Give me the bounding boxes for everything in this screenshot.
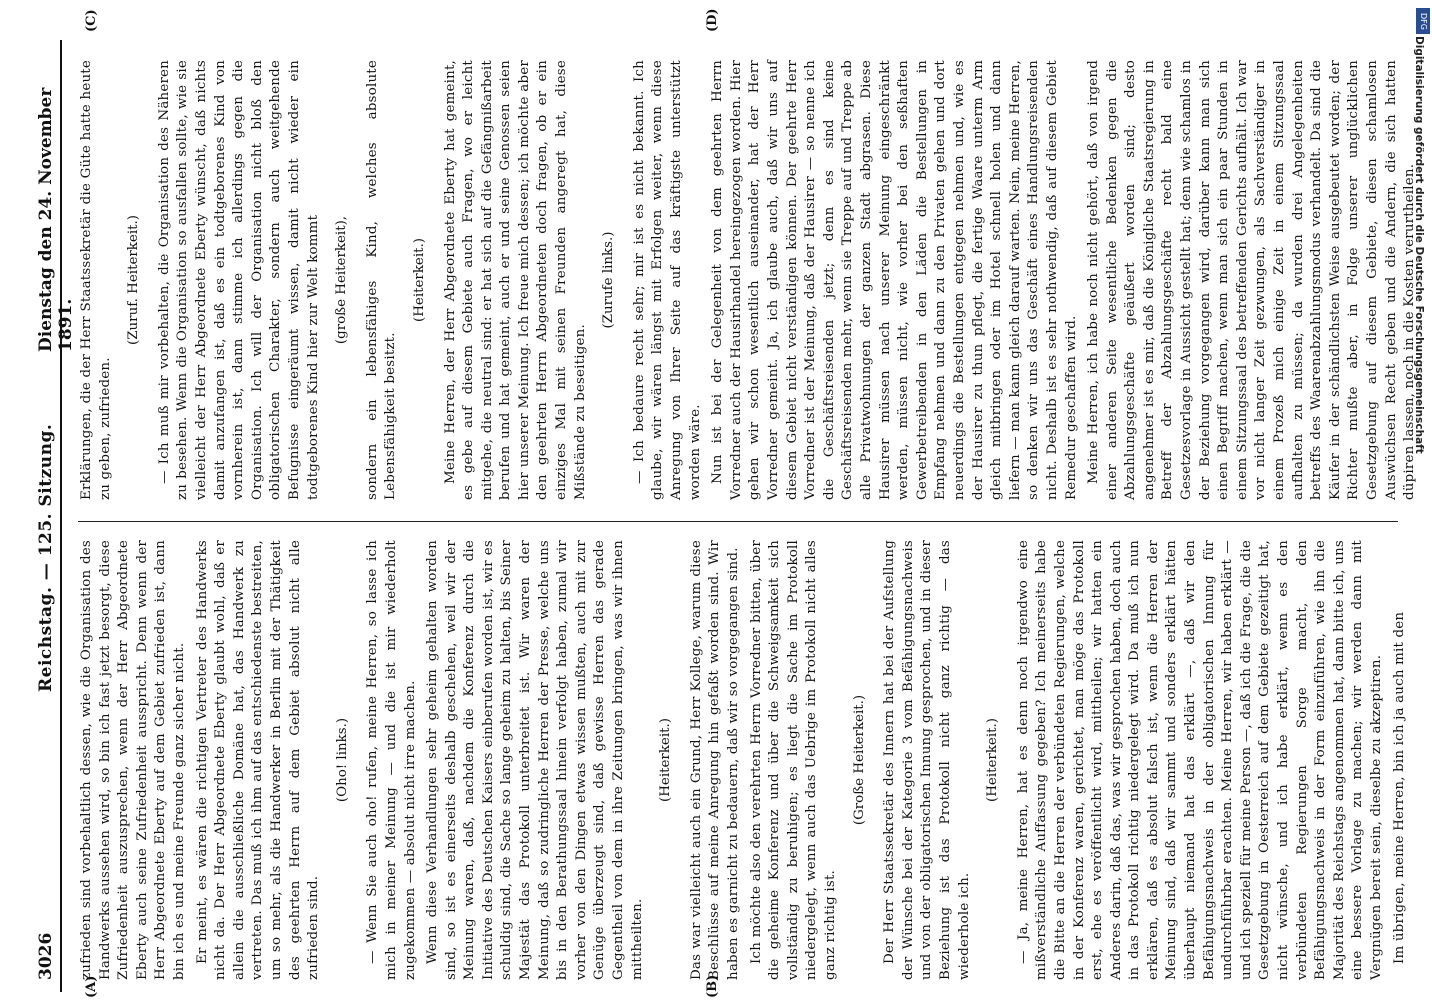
paragraph: Er meint, es wären die richtigen Vertreter des Handwerks nicht da. Der Herr Abgeordnete Eberty glaubt wohl, daß er allein die ausschließliche Domäne hat, das Handwerk zu vertreten. Das muß ich ihm auf das entschiedenste bestreiten, um so mehr, als die Handwerker in Berlin mit der Thätigkeit des geehrten Herrn auf dem Gebiet absolut nicht alle zufrieden sind. [194, 540, 322, 980]
paragraph: Der Herr Staatssekretär des Innern hat bei der Aufstellung der Wünsche bei der Kategorie 3 vom Befähigungsnachweis und von der obligatorischen Innung gesprochen, und in dieser Beziehung ist das Protokoll nicht ganz richtig — das wiederhole ich. [882, 540, 972, 980]
reaction-note: (Heiterkeit.) [411, 238, 427, 322]
paragraph: Erklärungen, die der Herr Staatssekretär die Güte hatte heute zu geben, zufrieden. [79, 60, 113, 500]
paragraph: Im übrigen, meine Herren, bin ich ja auch mit den [1391, 611, 1407, 964]
paragraph: Meine Herren, der Herr Abgeordnete Eberty hat gemeint, es gebe auf diesem Gebiete auch Fragen, wo er leicht mitgehe, die neutral sind: er hat sich auf die Gefängnißarbeit berufen und hat gemeint, auch er und seine Genossen seien hier unserer Meinung. Ich freue mich dessen; ich möchte aber den geehrten Herrn Abgeordneten doch fragen, ob er ein einziges Mal mit seinen Freunden angeregt hat, diese Mißstände zu beseitigen. [442, 60, 588, 500]
dfg-logo [1416, 8, 1430, 34]
margin-mark-a: (A) [84, 975, 99, 998]
paragraph: Meine Herren, ich habe noch nicht gehört, daß von irgend einer anderen Seite wesentliche Bedenken gegen die Abzahlungsgeschäfte geäußert worden sind; desto angenehmer ist es mir, daß die Königliche Staatsregierung in Betreff der Abzahlungsgeschäfte recht bald eine Gesetzesvorlage in Aussicht gestellt hat; denn wie schamlos in der Beziehung vorgegangen wird, darüber kann man sich einen Begriff machen, wenn man sich ein paar Stunden in einem Sitzungssaal des betreffenden Gerichts aufhält. Ich war vor nicht langer Zeit gezwungen, als Sachverständiger in einem Prozeß mich einige Zeit in einem Sitzungssaal aufhalten zu müssen; da wurden drei Angelegenheiten betreffs des Waarenabzahlungsmodus verhandelt. Da sind die Käufer in der schändlichsten Weise ausgebeutet worden; der Richter mußte aber, in Folge unserer unglücklichen Gesetzgebung auf diesem Gebiete, diesen schamlosen Auswüchsen Recht geben und die Andern, die sich hatten düpiren lassen, noch in die Kosten verurtheilen. [1086, 60, 1418, 500]
column-divider [78, 521, 1398, 522]
paragraph: Das war vielleicht auch ein Grund, Herr Kollege, warum diese Beschlüsse auf meine Anregung hin gefaßt worden sind. Wir haben es garnicht zu bedauern, daß wir so vorgegangen sind. [688, 540, 741, 980]
session-title: Reichstag. — 125. Sitzung. [36, 423, 56, 692]
page-header [28, 40, 76, 992]
paragraph: zufrieden sind vorbehaltlich dessen, wie die Organisation des Handwerks aussehen wird, so bin ich fast jetzt besorgt, diese Zufriedenheit auszusprechen, wenn der Herr Abgeordnete Eberty auch seine Zufriedenheit ausspricht. Denn wenn der Herr Abgeordnete Eberty auf dem Gebiet zufrieden ist, dann bin ich es und meine Freunde ganz sicher nicht. [79, 540, 187, 980]
margin-mark-b: (B) [705, 974, 720, 998]
left-text-column [78, 540, 1408, 980]
session-date: Dienstag den 24. November 1891. [36, 87, 76, 352]
paragraph: — Ja, meine Herren, hat es denn noch irgendwo eine mißverständliche Auffassung gegeben? Ich meinerseits habe die Bitte an die Herren der verbündeten Regierungen, welche in der Konferenz waren, gerichtet, man möge das Protokoll erst, ehe es veröffentlicht wird, mittheilen; wir hatten ein Anderes darin, daß das, was wir gesprochen haben, doch auch in das Protokoll richtig niedergelegt wird. Da muß ich nun erklären, daß es absolut falsch ist, wenn die Herren der Meinung sind, daß wir sammt und sonders erklärt hätten überhaupt niemand hat das erklärt —, daß wir den Befähigungsnachweis in der obligatorischen Innung für undurchführbar erachten. Meine Herren, wir haben erklärt — und ich speziell für meine Person —, daß ich die Frage, die die Gesetzgebung in Oesterreich auf dem Gebiete gezeitigt hat, nicht wünsche, und ich habe erklärt, wenn es den verbündeten Regierungen Sorge macht, den Befähigungsnachweis in der Form einzuführen, wie ihn die Majorität des Reichstags angenommen hat, dann bitte ich, uns eine bessere Vorlage zu machen; wir werden dann mit Vergnügen bereit sein, dieselbe zu akzeptiren. [1015, 540, 1384, 980]
paragraph: — Ich bedaure recht sehr; mir ist es nicht bekannt. Ich glaube, wir wären längst mit Erfolgen weiter, wenn diese Anregung von Ihrer Seite auf das kräftigste unterstützt worden wäre. [631, 60, 703, 500]
paragraph: Ich möchte also den verehrten Herrn Vorredner bitten, über die geheime Konferenz und über die Schweigsamkeit sich vollständig zu beruhigen; es liegt die Sache im Protokoll niedergelegt, wenn auch das Uebrige im Protokoll nicht alles ganz richtig ist. [748, 540, 838, 980]
reaction-note: (Heiterkeit.) [985, 718, 1001, 802]
margin-mark-d: (D) [705, 8, 720, 32]
margin-mark-c: (C) [84, 9, 99, 32]
reaction-note: (Große Heiterkeit.) [851, 694, 867, 826]
paragraph: — Ich muß mir vorbehalten, die Organisation des Näheren zu besehen. Wenn die Organisation so ausfallen sollte, wie sie vielleicht der Herr Abgeordnete Eberty wünscht, daß nichts damit anzufangen ist, daß es ein todtgeborenes Kind von vornherein ist, dann stimme ich allerdings gegen die Organisation. Ich will der Organisation nicht bloß den obligatorischen Charakter, sondern auch weitgehende Befugnisse eingeräumt wissen, damit nicht wieder ein todtgeborenes Kind hier zur Welt kommt [156, 60, 321, 500]
paragraph: — Wenn Sie auch oho! rufen, meine Herren, so lasse ich mich in meiner Meinung — und die ist mir wiederholt zugekommen — absolut nicht irre machen. [365, 540, 418, 980]
reaction-note: (Zurufe links.) [601, 231, 617, 329]
reaction-note: (Oho! links.) [334, 717, 350, 803]
paragraph: sondern ein lebensfähiges Kind, welches absolute Lebensfähigkeit besitzt. [364, 60, 399, 500]
reaction-note: (große Heiterkeit), [334, 215, 350, 345]
paragraph: Wenn diese Verhandlungen sehr geheim gehalten worden sind, so ist es einerseits deshalb geschehen, weil wir der Meinung waren, daß, nachdem die Konferenz durch die Initiative des Deutschen Kaisers einberufen worden ist, wir es schuldig sind, die Sache so lange geheim zu halten, bis Seiner Majestät das Protokoll unterbreitet ist. Wir waren der Meinung, daß so zudringliche Herren der Presse, welche uns bis in den Berathungssaal hinein verfolgt haben, zumal wir vorher von den Dingen etwas wissen mußten, auch mit zur Genüge überzeugt sind, daß gewisse Herren das gerade Gegentheil von dem in ihre Zeitungen bringen, was wir ihnen mittheilten. [425, 540, 645, 980]
right-text-column [78, 60, 1418, 500]
paragraph: Nun ist bei der Gelegenheit von dem geehrten Herrn Vorredner auch der Hausirhandel hereingezogen worden. Hier gehen wir schon wesentlich auseinander, hat der Herr Vorredner gemeint. Ja, ich glaube auch, daß wir uns auf diesem Gebiet nicht verständigen können. Der geehrte Herr Vorredner ist der Meinung, daß der Hausirer — so nenne ich die Geschäftsreisenden jetzt; denn es sind keine Geschäftsreisenden mehr, wenn sie Treppe auf und Treppe ab alle Privatwohnungen der ganzen Stadt abgrasen. Diese Hausirer müssen nach unserer Meinung eingeschränkt werden, müssen nicht, wie vorher bei den seßhaften Gewerbetreibenden in den Läden die Bestellungen in Empfang nehmen und dann zu den Privaten gehen und dort neuerdings die Bestellungen entgegen nehmen und, wie es der Hausirer zu thun pflegt, die fertige Waare unterm Arm gleich mitbringen oder im Hotel schnell holen und dann liefern — man kann gleich darauf warten. Nein, meine Herren, so denken wir uns das Geschäft eines Handlungsreisenden nicht. Deshalb ist es sehr nothwendig, daß auf diesem Gebiet Remedur geschaffen wird. [710, 60, 1079, 500]
credit-text: Digitalisierung gefördert durch die Deutsche Forschungsgemeinschaft [1413, 36, 1425, 454]
dfg-logo-text: DFG [1419, 12, 1428, 30]
digitization-credit [1411, 36, 1427, 996]
reaction-note: (Heiterkeit.) [658, 718, 674, 802]
reaction-note: (Zuruf. Heiterkeit.) [126, 215, 142, 345]
page-number: 3026 [36, 932, 56, 980]
